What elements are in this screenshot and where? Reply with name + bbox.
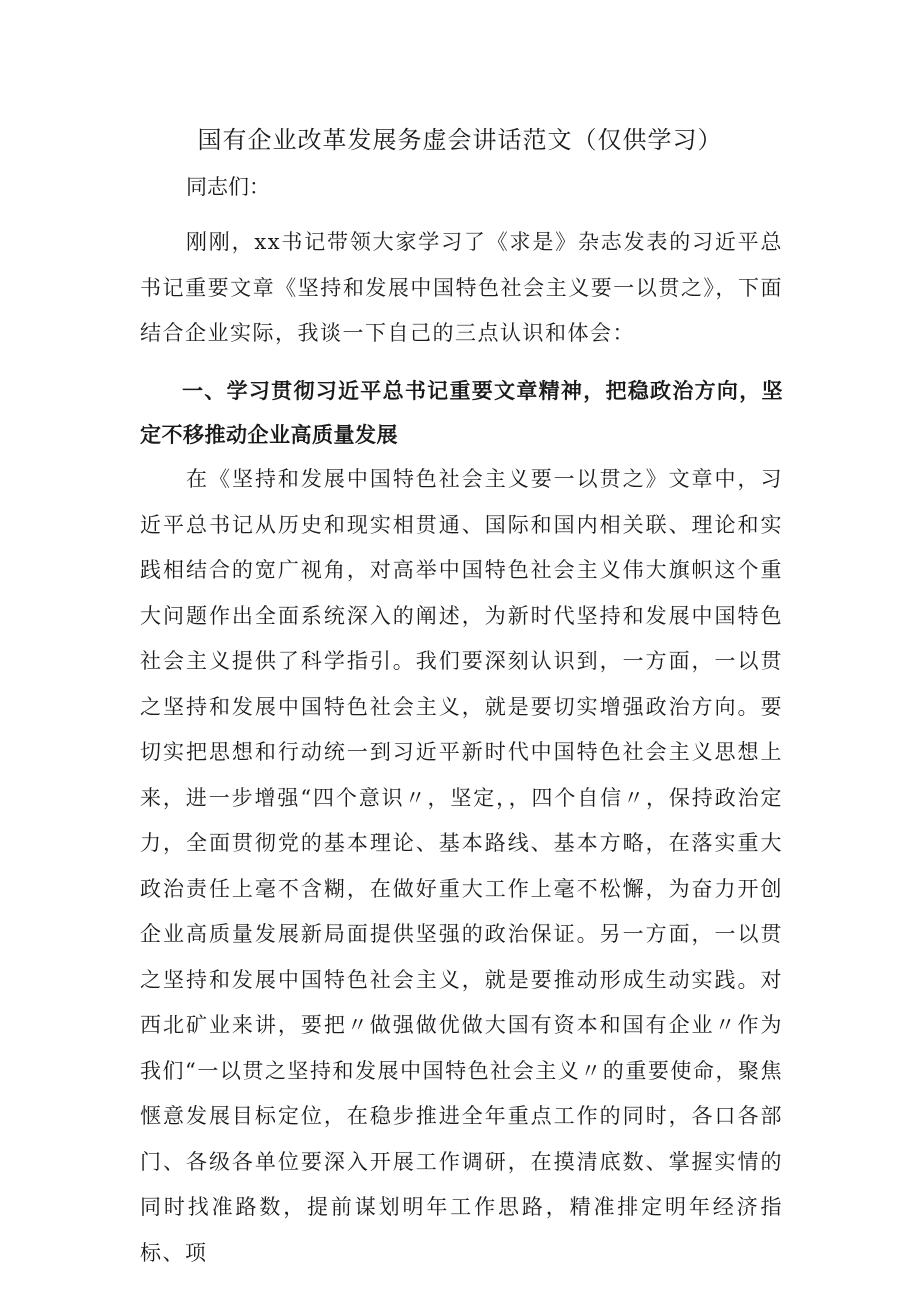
intro-paragraph: 刚刚，xx书记带领大家学习了《求是》杂志发表的习近平总书记重要文章《坚持和发展中国特色社会主义要一以贯之》，下面结合企业实际，我谈一下自己的三点认识和体会： (140, 230, 783, 345)
document-title: 国有企业改革发展务虚会讲话范文（仅供学习） (197, 126, 723, 154)
salutation: 同志们： (186, 175, 270, 199)
body-paragraph: 在《坚持和发展中国特色社会主义要一以贯之》文章中，习近平总书记从历史和现实相贯通、国际和国内相关联、理论和实践相结合的宽广视角，对高举中国特色社会主义伟大旗帜这个重大问题作出全面系统深入的阐述，为新时代坚持和发展中国特色社会主义提供了科学指引。我们要深刻认识到，一方面，一以贯之坚持和发展中国特色社会主义，就是要切实增强政治方向。要切实把思想和行动统一到习近平新时代中国特色社会主义思想上来，进一步增强“四个意识〃，坚定，，四个自信〃，保持政治定力，全面贯彻党的基本理论、基本路线、基本方略，在落实重大政治责任上毫不含糊，在做好重大工作上毫不松懈，为奋力开创企业高质量发展新局面提供坚强的政治保证。另一方面，一以贯之坚持和发展中国特色社会主义，就是要推动形成生动实践。对西北矿业来讲，要把〃做强做优做大国有资本和国有企业〃作为我们“一以贯之坚持和发展中国特色社会主义〃的重要使命，聚焦惬意发展目标定位，在稳步推进全年重点工作的同时，各口各部门、各级各单位要深入开展工作调研，在摸清底数、掌握实情的同时找准路数，提前谋划明年工作思路，精准排定明年经济指标、项 (140, 467, 783, 1265)
section-heading: 一、学习贯彻习近平总书记重要文章精神，把稳政治方向，坚定不移推动企业高质量发展 (140, 379, 783, 447)
